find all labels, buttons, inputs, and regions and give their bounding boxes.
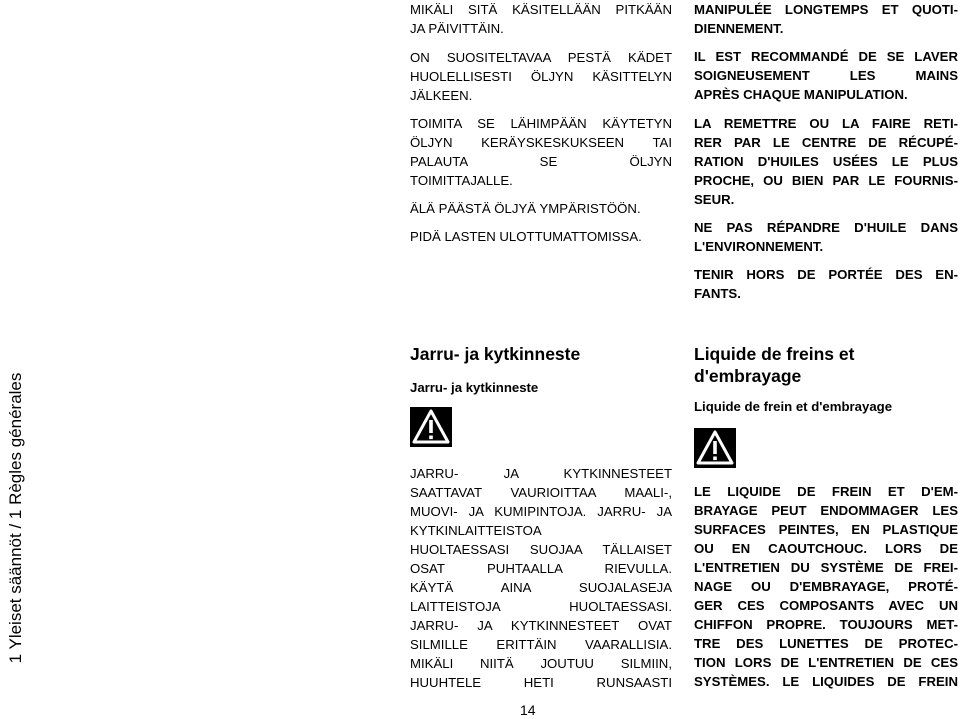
text-line: JARRU- JA KYTKINNESTEET	[410, 466, 672, 481]
page-number: 14	[520, 702, 536, 718]
text-line: NAGE OU D'EMBRAYAGE, PROTÉ-	[694, 579, 958, 594]
text-line: ÖLJYN KERÄYSKESKUKSEEN TAI	[410, 135, 672, 150]
paragraph	[410, 227, 672, 246]
text-line: L'ENTRETIEN DU SYSTÈME DE FREI-	[694, 560, 958, 575]
text-line: ON SUOSITELTAVAA PESTÄ KÄDET	[410, 50, 672, 65]
finnish-section-title: Jarru- ja kytkinneste	[410, 344, 581, 364]
french-section-subtitle: Liquide de frein et d'embrayage	[694, 399, 893, 414]
text-line: JÄLKEEN.	[410, 88, 473, 103]
text-line: MIKÄLI SITÄ KÄSITELLÄÄN PITKÄÄN	[410, 2, 672, 17]
paragraph	[694, 47, 958, 104]
vertical-chapter-label	[0, 345, 32, 690]
text-line: RER PAR LE CENTRE DE RÉCUPÉ-	[694, 135, 958, 150]
text-line: PIDÄ LASTEN ULOTTUMATTOMISSA.	[410, 229, 642, 244]
text-line: HUOLELLISESTI ÖLJYN KÄSITTELYN	[410, 69, 672, 84]
text-line: SAATTAVAT VAURIOITTAA MAALI-,	[410, 485, 672, 500]
paragraph	[694, 218, 958, 256]
text-line: LAITTEISTOJA HUOLTAESSASI.	[410, 599, 672, 614]
text-line: OU EN CAOUTCHOUC. LORS DE	[694, 541, 958, 556]
text-line: SILMILLE ERITTÄIN VAARALLISIA.	[410, 637, 672, 652]
text-line: L'ENVIRONNEMENT.	[694, 239, 824, 254]
text-line: CHIFFON PROPRE. TOUJOURS MET-	[694, 617, 958, 632]
text-line: FANTS.	[694, 286, 741, 301]
text-line: APRÈS CHAQUE MANIPULATION.	[694, 87, 908, 102]
paragraph	[410, 48, 672, 105]
text-line: SOIGNEUSEMENT LES MAINS	[694, 68, 958, 83]
text-line: SEUR.	[694, 192, 735, 207]
text-line: KÄYTÄ AINA SUOJALASEJA	[410, 580, 672, 595]
paragraph	[410, 114, 672, 190]
text-line: TOIMITA SE LÄHIMPÄÄN KÄYTETYN	[410, 116, 672, 131]
text-line: TION LORS DE L'ENTRETIEN DE CES	[694, 655, 958, 670]
warning-triangle-icon	[694, 428, 736, 468]
finnish-section-subtitle: Jarru- ja kytkinneste	[410, 380, 539, 395]
text-line: TRE DES LUNETTES DE PROTEC-	[694, 636, 958, 651]
text-line: DIENNEMENT.	[694, 21, 784, 36]
text-line: RATION D'HUILES USÉES LE PLUS	[694, 154, 958, 169]
finnish-top-column	[410, 0, 672, 246]
text-line: MIKÄLI NIITÄ JOUTUU SILMIIN,	[410, 656, 672, 671]
text-line: MUOVI- JA KUMIPINTOJA. JARRU- JA	[410, 504, 672, 519]
text-line: TOIMITTAJALLE.	[410, 173, 513, 188]
text-line: SURFACES PEINTES, EN PLASTIQUE	[694, 522, 958, 537]
text-line: ÄLÄ PÄÄSTÄ ÖLJYÄ YMPÄRISTÖÖN.	[410, 201, 641, 216]
finnish-brake-fluid-text	[410, 464, 672, 692]
text-line: BRAYAGE PEUT ENDOMMAGER LES	[694, 503, 958, 518]
text-line: MANIPULÉE LONGTEMPS ET QUOTI-	[694, 2, 958, 17]
text-line: TENIR HORS DE PORTÉE DES EN-	[694, 267, 958, 282]
chapter-label-text: 1 Yleiset säännöt / 1 Règles générales	[6, 372, 25, 663]
text-line: SYSTÈMES. LE LIQUIDES DE FREIN	[694, 674, 958, 689]
french-top-column	[694, 0, 958, 303]
text-line: JA PÄIVITTÄIN.	[410, 21, 504, 36]
paragraph	[410, 199, 672, 218]
french-title-line-1: Liquide de freins et	[694, 344, 855, 364]
text-line: JARRU- JA KYTKINNESTEET OVAT	[410, 618, 672, 633]
paragraph	[694, 0, 958, 38]
text-line: GER CES COMPOSANTS AVEC UN	[694, 598, 958, 613]
warning-triangle-icon	[410, 407, 452, 447]
paragraph	[694, 265, 958, 303]
text-line: HUOLTAESSASI SUOJAA TÄLLAISET	[410, 542, 672, 557]
text-line: IL EST RECOMMANDÉ DE SE LAVER	[694, 49, 958, 64]
text-line: LA REMETTRE OU LA FAIRE RETI-	[694, 116, 958, 131]
french-section-title	[694, 343, 958, 387]
paragraph	[694, 114, 958, 209]
text-line: PROCHE, OU BIEN PAR LE FOURNIS-	[694, 173, 958, 188]
text-line: HUUHTELE HETI RUNSAASTI	[410, 675, 672, 690]
french-title-line-2: d'embrayage	[694, 366, 802, 386]
french-brake-fluid-text	[694, 482, 958, 691]
paragraph	[410, 0, 672, 38]
text-line: OSAT PUHTAALLA RIEVULLA.	[410, 561, 672, 576]
text-line: LE LIQUIDE DE FREIN ET D'EM-	[694, 484, 958, 499]
text-line: NE PAS RÉPANDRE D'HUILE DANS	[694, 220, 958, 235]
text-line: PALAUTA SE ÖLJYN	[410, 154, 672, 169]
text-line: KYTKINLAITTEISTOA	[410, 523, 542, 538]
